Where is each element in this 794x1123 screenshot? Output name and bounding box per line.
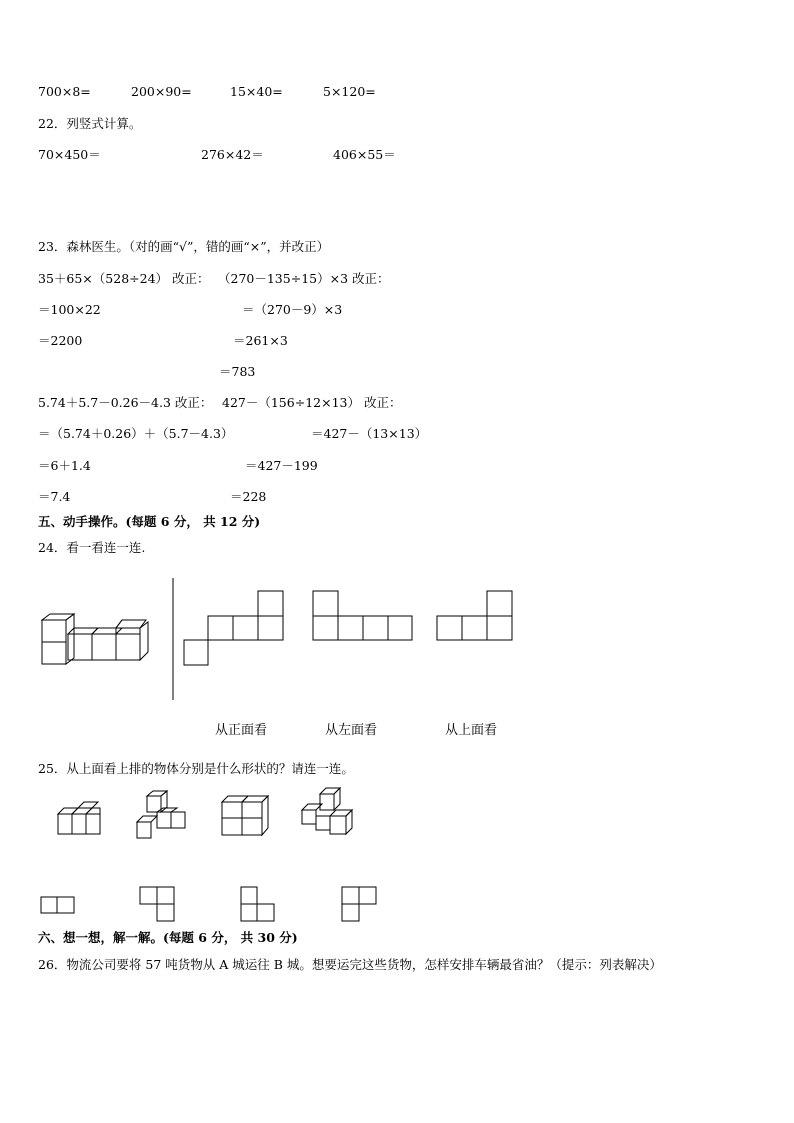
calc-item: 5×120= bbox=[323, 84, 376, 99]
view-shape-b bbox=[312, 590, 414, 642]
question-25-title: 25．从上面看上排的物体分别是什么形状的？请连一连。 bbox=[38, 761, 354, 776]
cube-object-4 bbox=[300, 786, 354, 840]
view-shape-a bbox=[183, 590, 285, 666]
top-view-option-3 bbox=[240, 886, 276, 922]
view-label-front: 从正面看 bbox=[215, 723, 268, 738]
calc-line: ＝（270－9）×3 bbox=[242, 302, 343, 317]
calc-line: 5.74＋5.7－0.26－4.3 改正： bbox=[38, 395, 213, 410]
calc-line: ＝7.4 bbox=[38, 489, 71, 504]
calc-line: 35＋65×（528÷24） 改正： bbox=[38, 271, 210, 286]
calc-line: ＝2200 bbox=[38, 333, 83, 348]
view-label-left: 从左面看 bbox=[325, 723, 378, 738]
top-view-option-4 bbox=[341, 886, 379, 922]
question-24-title: 24．看一看连一连. bbox=[38, 540, 146, 555]
vertical-calc-item: 406×55＝ bbox=[333, 147, 396, 162]
cube-object-2 bbox=[135, 790, 187, 842]
calc-line: ＝427－（13×13） bbox=[311, 426, 428, 441]
calc-line: ＝（5.74＋0.26）＋（5.7－4.3） bbox=[38, 426, 234, 441]
view-shape-c bbox=[436, 590, 514, 642]
question-22-title: 22．列竖式计算。 bbox=[38, 116, 142, 131]
calc-item: 15×40= bbox=[230, 84, 283, 99]
calc-line: ＝783 bbox=[219, 364, 256, 379]
cube-stack-figure bbox=[40, 612, 155, 664]
calc-line: （270－135÷15）×3 改正： bbox=[218, 271, 390, 286]
view-label-top: 从上面看 bbox=[445, 723, 498, 738]
calc-line: 427－（156÷12×13） 改正： bbox=[222, 395, 402, 410]
calc-line: ＝6＋1.4 bbox=[38, 458, 91, 473]
question-23-title: 23．森林医生。（对的画“√”，错的画“×”，并改正） bbox=[38, 239, 330, 254]
question-26-title: 26．物流公司要将 57 吨货物从 A 城运往 B 城。想要运完这些货物，怎样安排车辆最省油？（提示：列表解决） bbox=[38, 957, 662, 972]
calc-line: ＝427－199 bbox=[245, 458, 318, 473]
cube-object-1 bbox=[56, 800, 104, 838]
cube-object-3 bbox=[220, 792, 270, 838]
calc-item: 700×8= bbox=[38, 84, 91, 99]
vertical-calc-item: 276×42＝ bbox=[201, 147, 264, 162]
calc-line: ＝261×3 bbox=[233, 333, 288, 348]
vertical-calc-item: 70×450＝ bbox=[38, 147, 101, 162]
top-view-option-2 bbox=[139, 886, 177, 922]
calc-line: ＝100×22 bbox=[38, 302, 101, 317]
section-6-heading: 六、想一想，解一解。(每题 6 分， 共 30 分) bbox=[38, 930, 298, 945]
top-view-option-1 bbox=[40, 896, 76, 916]
section-5-heading: 五、动手操作。(每题 6 分， 共 12 分) bbox=[38, 514, 261, 529]
calc-line: ＝228 bbox=[230, 489, 267, 504]
calc-item: 200×90= bbox=[131, 84, 192, 99]
divider-line bbox=[172, 578, 174, 700]
